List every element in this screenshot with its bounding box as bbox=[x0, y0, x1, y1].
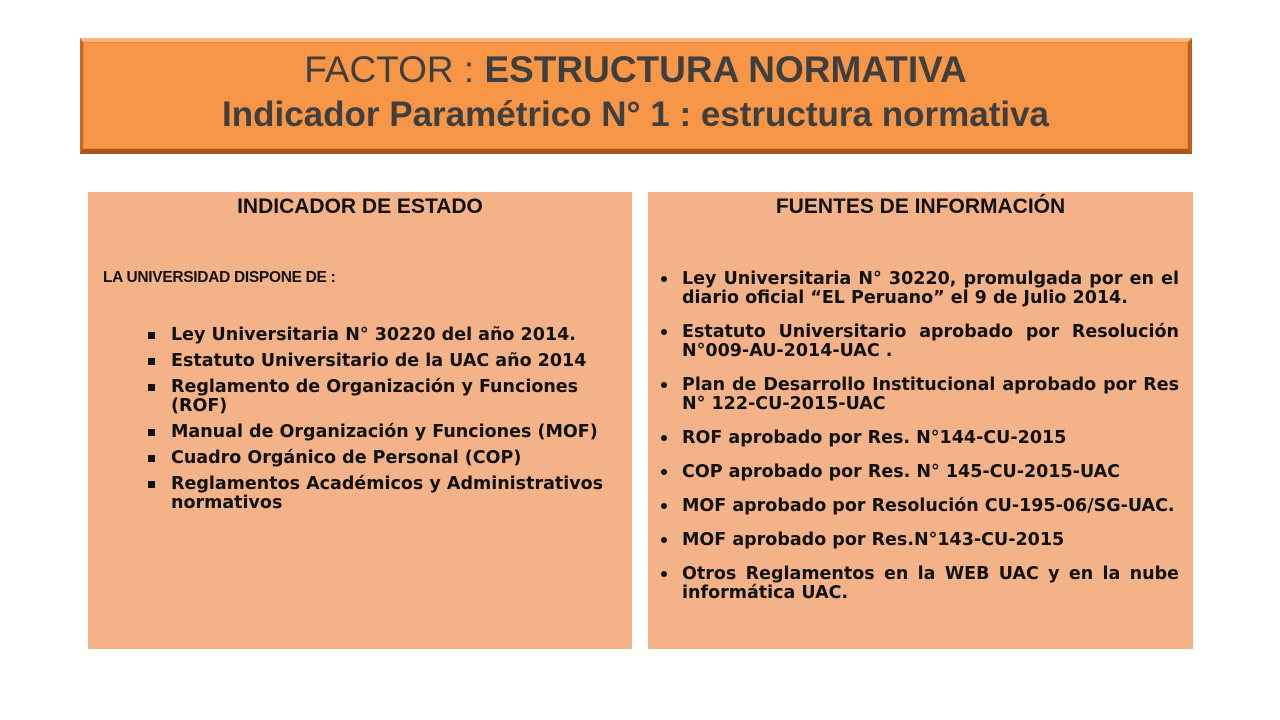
list-item: Estatuto Universitario aprobado por Resolución N°009-AU-2014-UAC . bbox=[660, 323, 1179, 361]
list-item: Estatuto Universitario de la UAC año 2014 bbox=[148, 352, 614, 371]
list-item: Reglamento de Organización y Funciones (ROF) bbox=[148, 378, 614, 416]
list-item: Ley Universitaria N° 30220, promulgada por en el diario oficial “EL Peruano” el 9 de Julio 2014. bbox=[660, 270, 1179, 308]
panel-heading: INDICADOR DE ESTADO bbox=[237, 195, 483, 218]
list-item: Ley Universitaria N° 30220 del año 2014. bbox=[148, 326, 614, 345]
list-item: Cuadro Orgánico de Personal (COP) bbox=[148, 449, 614, 468]
factor-title bbox=[83, 49, 1188, 91]
list-item: COP aprobado por Res. N° 145-CU-2015-UAC bbox=[660, 463, 1179, 482]
normative-list bbox=[148, 326, 614, 520]
fuentes-informacion-panel bbox=[648, 192, 1193, 649]
list-item: Reglamentos Académicos y Administrativos normativos bbox=[148, 475, 614, 513]
dot-bullet-icon bbox=[661, 571, 667, 577]
factor-label: FACTOR : bbox=[304, 49, 485, 90]
dot-bullet-icon bbox=[661, 469, 667, 475]
list-item: MOF aprobado por Resolución CU-195-06/SG-UAC. bbox=[660, 497, 1179, 516]
dot-bullet-icon bbox=[661, 276, 667, 282]
dot-bullet-icon bbox=[661, 435, 667, 441]
dot-bullet-icon bbox=[661, 503, 667, 509]
square-bullet-icon bbox=[148, 332, 155, 339]
dot-bullet-icon bbox=[661, 382, 667, 388]
square-bullet-icon bbox=[148, 481, 155, 488]
square-bullet-icon bbox=[148, 429, 155, 436]
square-bullet-icon bbox=[148, 358, 155, 365]
list-item: MOF aprobado por Res.N°143-CU-2015 bbox=[660, 531, 1179, 550]
title-banner bbox=[80, 38, 1192, 154]
square-bullet-icon bbox=[148, 455, 155, 462]
list-item: ROF aprobado por Res. N°144-CU-2015 bbox=[660, 429, 1179, 448]
dot-bullet-icon bbox=[661, 329, 667, 335]
list-item: Otros Reglamentos en la WEB UAC y en la nube informática UAC. bbox=[660, 565, 1179, 603]
indicator-title: Indicador Paramétrico N° 1 : estructura normativa bbox=[221, 95, 1050, 134]
list-item: Manual de Organización y Funciones (MOF) bbox=[148, 423, 614, 442]
indicador-estado-panel bbox=[88, 192, 632, 649]
panel-subheading: LA UNIVERSIDAD DISPONE DE : bbox=[103, 269, 336, 286]
list-item: Plan de Desarrollo Institucional aprobado por Res N° 122-CU-2015-UAC bbox=[660, 376, 1179, 414]
sources-list bbox=[660, 270, 1179, 618]
square-bullet-icon bbox=[148, 384, 155, 391]
factor-value: ESTRUCTURA NORMATIVA bbox=[484, 49, 967, 90]
dot-bullet-icon bbox=[661, 537, 667, 543]
panel-heading: FUENTES DE INFORMACIÓN bbox=[775, 195, 1066, 218]
